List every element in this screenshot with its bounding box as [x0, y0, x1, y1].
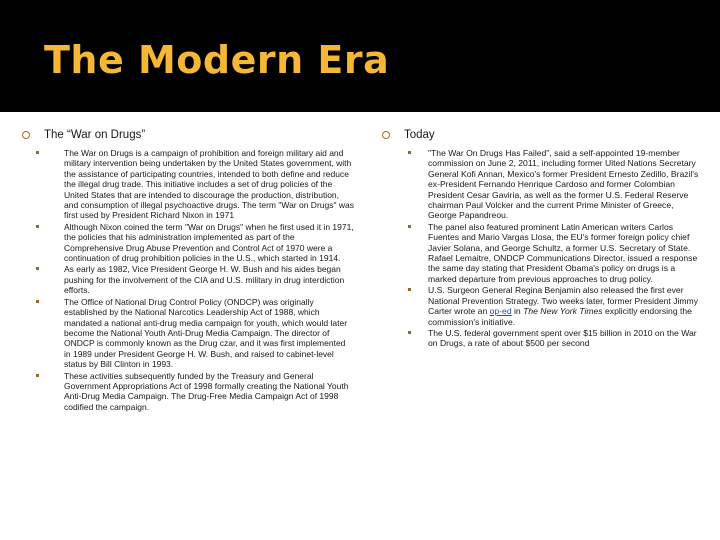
right-bullet-1 [382, 148, 702, 221]
square-bullet-icon [408, 225, 411, 228]
left-bullet-list [22, 148, 354, 412]
square-bullet-icon [36, 225, 39, 228]
square-bullet-icon [36, 151, 39, 154]
left-bullet-5-text: These activities subsequently funded by the Treasury and General Government Appropriations Act of 1998 formally creating the National Youth Anti-Drug Media Campaign. The Drug-Free Media Campaign Act of 1998 codified the campaign. [64, 370, 349, 412]
right-heading: Today [404, 129, 435, 141]
square-bullet-icon [408, 288, 411, 291]
right-bullet-4 [382, 328, 702, 349]
left-bullet-3-text: As early as 1982, Vice President George H. W. Bush and his aides began pushing for the involvement of the CIA and U.S. military in drug interdiction efforts. [64, 264, 345, 296]
left-bullet-2-text: Although Nixon coined the term "War on Drugs" when he first used it in 1971, the policies that his administration implemented as part of the Comprehensive Drug Abuse Prevention and Control Act of 1970 were a continuation of drug prohibition policies in the U.S., which started in 1914. [64, 221, 354, 264]
right-heading-row [382, 128, 702, 142]
square-bullet-icon [36, 267, 39, 270]
op-ed-link[interactable]: op-ed [489, 306, 512, 317]
left-bullet-3 [22, 264, 354, 295]
right-column [382, 128, 702, 350]
left-bullet-1-text: The War on Drugs is a campaign of prohibition and foreign military aid and military intervention being undertaken by the United States government, with the assistance of participating countries, intended to both define and reduce the illegal drug trade. This initiative includes a set of drug policies of the United States that are intended to discourage the production, distribution, and consumption of illegal psychoactive drugs. The term "War on Drugs" was first used by President Richard Nixon in 1971 [64, 148, 354, 221]
right-bullet-2-text: The panel also featured prominent Latin American writers Carlos Fuentes and Mario Vargas Llosa, the EU's former foreign policy chief Javier Solana, and George Schultz, a former U.S. Secretary of State. Rafael Lemaitre, ONDCP Communications Director, issued a response the same day stating that President Obama's policy on drugs is a marked departure from previous approaches to drug policy. [428, 221, 698, 284]
square-bullet-icon [408, 151, 411, 154]
right-bullet-2 [382, 222, 702, 284]
right-bullet-1-text: "The War On Drugs Has Failed", said a self-appointed 19-member commission on June 2, 2011, including former Uited Nations Secretary General Kofi Annan, Mexico's former President Ernesto Zedillo, Brazil's ex-President Fernando Henrique Cardoso and former Colombian President Cesar Gaviria, as well as the former U.S. Federal Reserve chairman Paul Volcker and the current Prime Minister of Greece, George Papandreou. [428, 148, 699, 221]
square-bullet-icon [408, 331, 411, 334]
right-bullet-3-after: explicitly endorsing the commission's initiative. [428, 306, 692, 327]
left-bullet-4-text: The Office of National Drug Control Policy (ONDCP) was originally established by the National Narcotics Leadership Act of 1988, which mandated a national anti-drug media campaign for youth, which would later become the National Youth Anti-Drug Media Campaign. The director of ONDCP is commonly known as the Drug czar, and it was first implemented in 1989 under President George H. W. Bush, and raised to cabinet-level status by Bill Clinton in 1993. [64, 296, 348, 370]
hollow-bullet-icon [382, 131, 390, 139]
left-bullet-1 [22, 148, 354, 221]
left-bullet-4 [22, 297, 354, 370]
left-heading: The “War on Drugs” [44, 129, 146, 141]
right-bullet-4-text: The U.S. federal government spent over $15 billion in 2010 on the War on Drugs, a rate of about $500 per second [428, 327, 697, 349]
right-bullet-3-before: U.S. Surgeon General Regina Benjamin also released the first ever National Prevention Strategy. Two weeks later, former President Jimmy Carter wrote an [428, 285, 699, 317]
nyt-title: The New York Times [523, 306, 603, 317]
square-bullet-icon [36, 300, 39, 303]
left-heading-row [22, 128, 354, 142]
slide-title: The Modern Era [44, 38, 390, 82]
hollow-bullet-icon [22, 131, 30, 139]
left-column [22, 128, 354, 413]
left-bullet-2 [22, 222, 354, 264]
left-bullet-5 [22, 371, 354, 413]
right-bullet-list [382, 148, 702, 349]
square-bullet-icon [36, 374, 39, 377]
right-bullet-3 [382, 285, 702, 327]
right-bullet-3-middle: in [511, 306, 524, 317]
